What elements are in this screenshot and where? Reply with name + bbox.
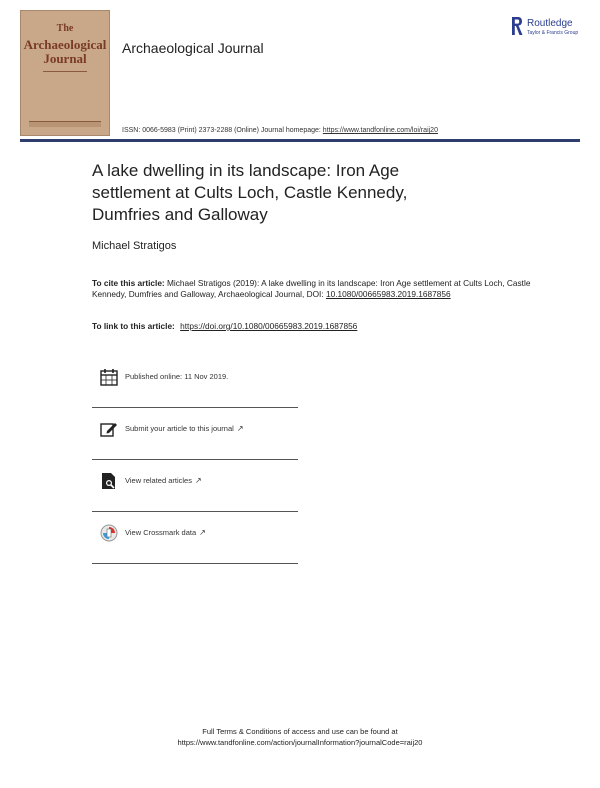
external-link-icon: ↗ [236,424,244,433]
publisher-logo [510,16,590,42]
link-label: To link to this article: [92,321,175,331]
citation-text: Michael Stratigos (2019): A lake dwelling in its landscape: Iron Age settlement at Cults Loch, Castle Kennedy, Dumfries and Galloway, Archaeological Journal, DOI: [92,278,531,299]
journal-homepage-link[interactable]: https://www.tandfonline.com/loi/raij20 [322,127,438,134]
external-link-icon: ↗ [194,476,202,485]
divider [92,407,298,408]
edit-icon [100,420,118,438]
article-link-line [92,321,357,331]
article-author: Michael Stratigos [92,240,177,252]
submit-article-link[interactable] [92,418,298,459]
divider [92,511,298,512]
calendar-icon [100,368,118,386]
cover-footer-band [29,121,101,127]
citation-block [92,278,532,300]
footer [0,726,600,748]
header-rule [20,139,580,142]
footer-terms-text: Full Terms & Conditions of access and use can be found at [202,727,398,736]
issn-line [122,127,438,134]
routledge-r-icon [510,16,524,36]
submit-article-label: Submit your article to this journal ↗ [125,424,244,433]
divider [92,459,298,460]
divider [92,563,298,564]
cover-title-line2: Archaeological [23,37,107,52]
journal-cover-image [20,10,110,136]
cover-divider [43,71,87,72]
document-search-icon [100,472,118,490]
publisher-name: Routledge [527,18,573,29]
citation-label: To cite this article: [92,278,165,288]
article-title-line1: A lake dwelling in its landscape: Iron Age [92,161,400,180]
published-online-label: Published online: 11 Nov 2019. [125,372,229,381]
related-articles-label: View related articles ↗ [125,476,202,485]
crossmark-link[interactable] [92,522,298,563]
article-title-line2: settlement at Cults Loch, Castle Kennedy, [92,183,408,202]
issn-text: ISSN: 0066-5983 (Print) 2373-2288 (Online) Journal homepage: [122,127,321,134]
article-doi-link[interactable]: https://doi.org/10.1080/00665983.2019.1687856 [180,321,358,331]
article-title-line3: Dumfries and Galloway [92,205,268,224]
crossmark-label: View Crossmark data ↗ [125,528,206,537]
journal-name: Archaeological Journal [122,40,264,56]
article-actions [92,366,298,574]
published-online-item [92,366,298,407]
related-articles-link[interactable] [92,470,298,511]
publisher-tagline: Taylor & Francis Group [527,30,579,36]
article-title [92,160,512,226]
crossmark-icon [100,524,118,542]
cover-title-line1: The [56,23,74,34]
external-link-icon: ↗ [199,528,206,537]
footer-terms-link[interactable]: https://www.tandfonline.com/action/journalInformation?journalCode=raij20 [177,738,423,747]
cover-title-line3: Journal [43,51,87,66]
citation-doi-link[interactable]: 10.1080/00665983.2019.1687856 [325,289,451,299]
